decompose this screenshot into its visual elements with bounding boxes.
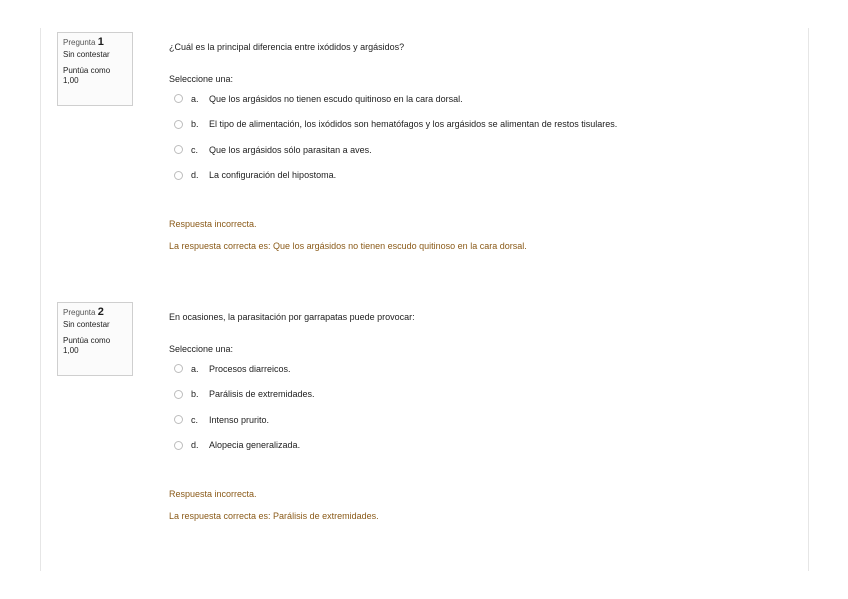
question-content (169, 32, 799, 252)
option-text[interactable]: Alopecia generalizada. (209, 440, 301, 451)
question-label: Pregunta (63, 38, 96, 47)
radio-button[interactable] (174, 390, 183, 399)
option-letter: c. (191, 144, 199, 155)
answer-prompt: Seleccione una: (169, 344, 234, 354)
radio-button[interactable] (174, 120, 183, 129)
option-letter: b. (191, 389, 199, 400)
question-state: Sin contestar (63, 50, 110, 59)
question-label: Pregunta (63, 308, 96, 317)
option-letter: a. (191, 363, 199, 374)
answer-option-c[interactable] (174, 137, 799, 163)
radio-button[interactable] (174, 145, 183, 154)
question-info-box (57, 302, 133, 376)
question-state: Sin contestar (63, 320, 110, 329)
option-text[interactable]: Que los argásidos sólo parasitan a aves. (209, 144, 372, 155)
option-text[interactable]: Intenso prurito. (209, 414, 270, 425)
question-text: En ocasiones, la parasitación por garrapatas puede provocar: (169, 312, 415, 322)
question-content (169, 302, 799, 522)
answer-option-b[interactable] (174, 382, 799, 408)
question-info-box (57, 32, 133, 106)
radio-button[interactable] (174, 441, 183, 450)
question-number: 2 (97, 306, 104, 318)
option-letter: d. (191, 170, 199, 181)
answer-option-d[interactable] (174, 163, 799, 189)
answer-option-b[interactable] (174, 112, 799, 138)
answer-option-c[interactable] (174, 407, 799, 433)
radio-button[interactable] (174, 415, 183, 424)
content-frame-right (808, 28, 809, 571)
content-frame-left (40, 28, 41, 571)
option-text[interactable]: Parálisis de extremidades. (209, 389, 315, 400)
option-text[interactable]: El tipo de alimentación, los ixódidos son hematófagos y los argásidos se alimentan de restos tisulares. (209, 119, 618, 130)
grade-label: Puntúa como (63, 66, 111, 75)
option-letter: a. (191, 93, 199, 104)
answer-option-a[interactable] (174, 356, 799, 382)
answer-list (169, 356, 799, 458)
grade-value: 1,00 (63, 76, 79, 85)
feedback-correct-answer: La respuesta correcta es: Parálisis de extremidades. (169, 511, 379, 521)
radio-button[interactable] (174, 94, 183, 103)
answer-option-d[interactable] (174, 433, 799, 459)
grade-value: 1,00 (63, 346, 79, 355)
answer-list (169, 86, 799, 188)
option-text[interactable]: Que los argásidos no tienen escudo quitinoso en la cara dorsal. (209, 93, 463, 104)
grade-label: Puntúa como (63, 336, 111, 345)
feedback-status: Respuesta incorrecta. (169, 219, 257, 229)
question-number: 1 (97, 36, 104, 48)
feedback-status: Respuesta incorrecta. (169, 489, 257, 499)
option-text[interactable]: Procesos diarreicos. (209, 363, 291, 374)
radio-button[interactable] (174, 364, 183, 373)
feedback-correct-answer: La respuesta correcta es: Que los argásidos no tienen escudo quitinoso en la cara dorsal. (169, 241, 527, 251)
answer-option-a[interactable] (174, 86, 799, 112)
question-text: ¿Cuál es la principal diferencia entre ixódidos y argásidos? (169, 42, 405, 52)
option-text[interactable]: La configuración del hipostoma. (209, 170, 337, 181)
answer-prompt: Seleccione una: (169, 74, 234, 84)
option-letter: d. (191, 440, 199, 451)
option-letter: b. (191, 119, 199, 130)
option-letter: c. (191, 414, 199, 425)
radio-button[interactable] (174, 171, 183, 180)
